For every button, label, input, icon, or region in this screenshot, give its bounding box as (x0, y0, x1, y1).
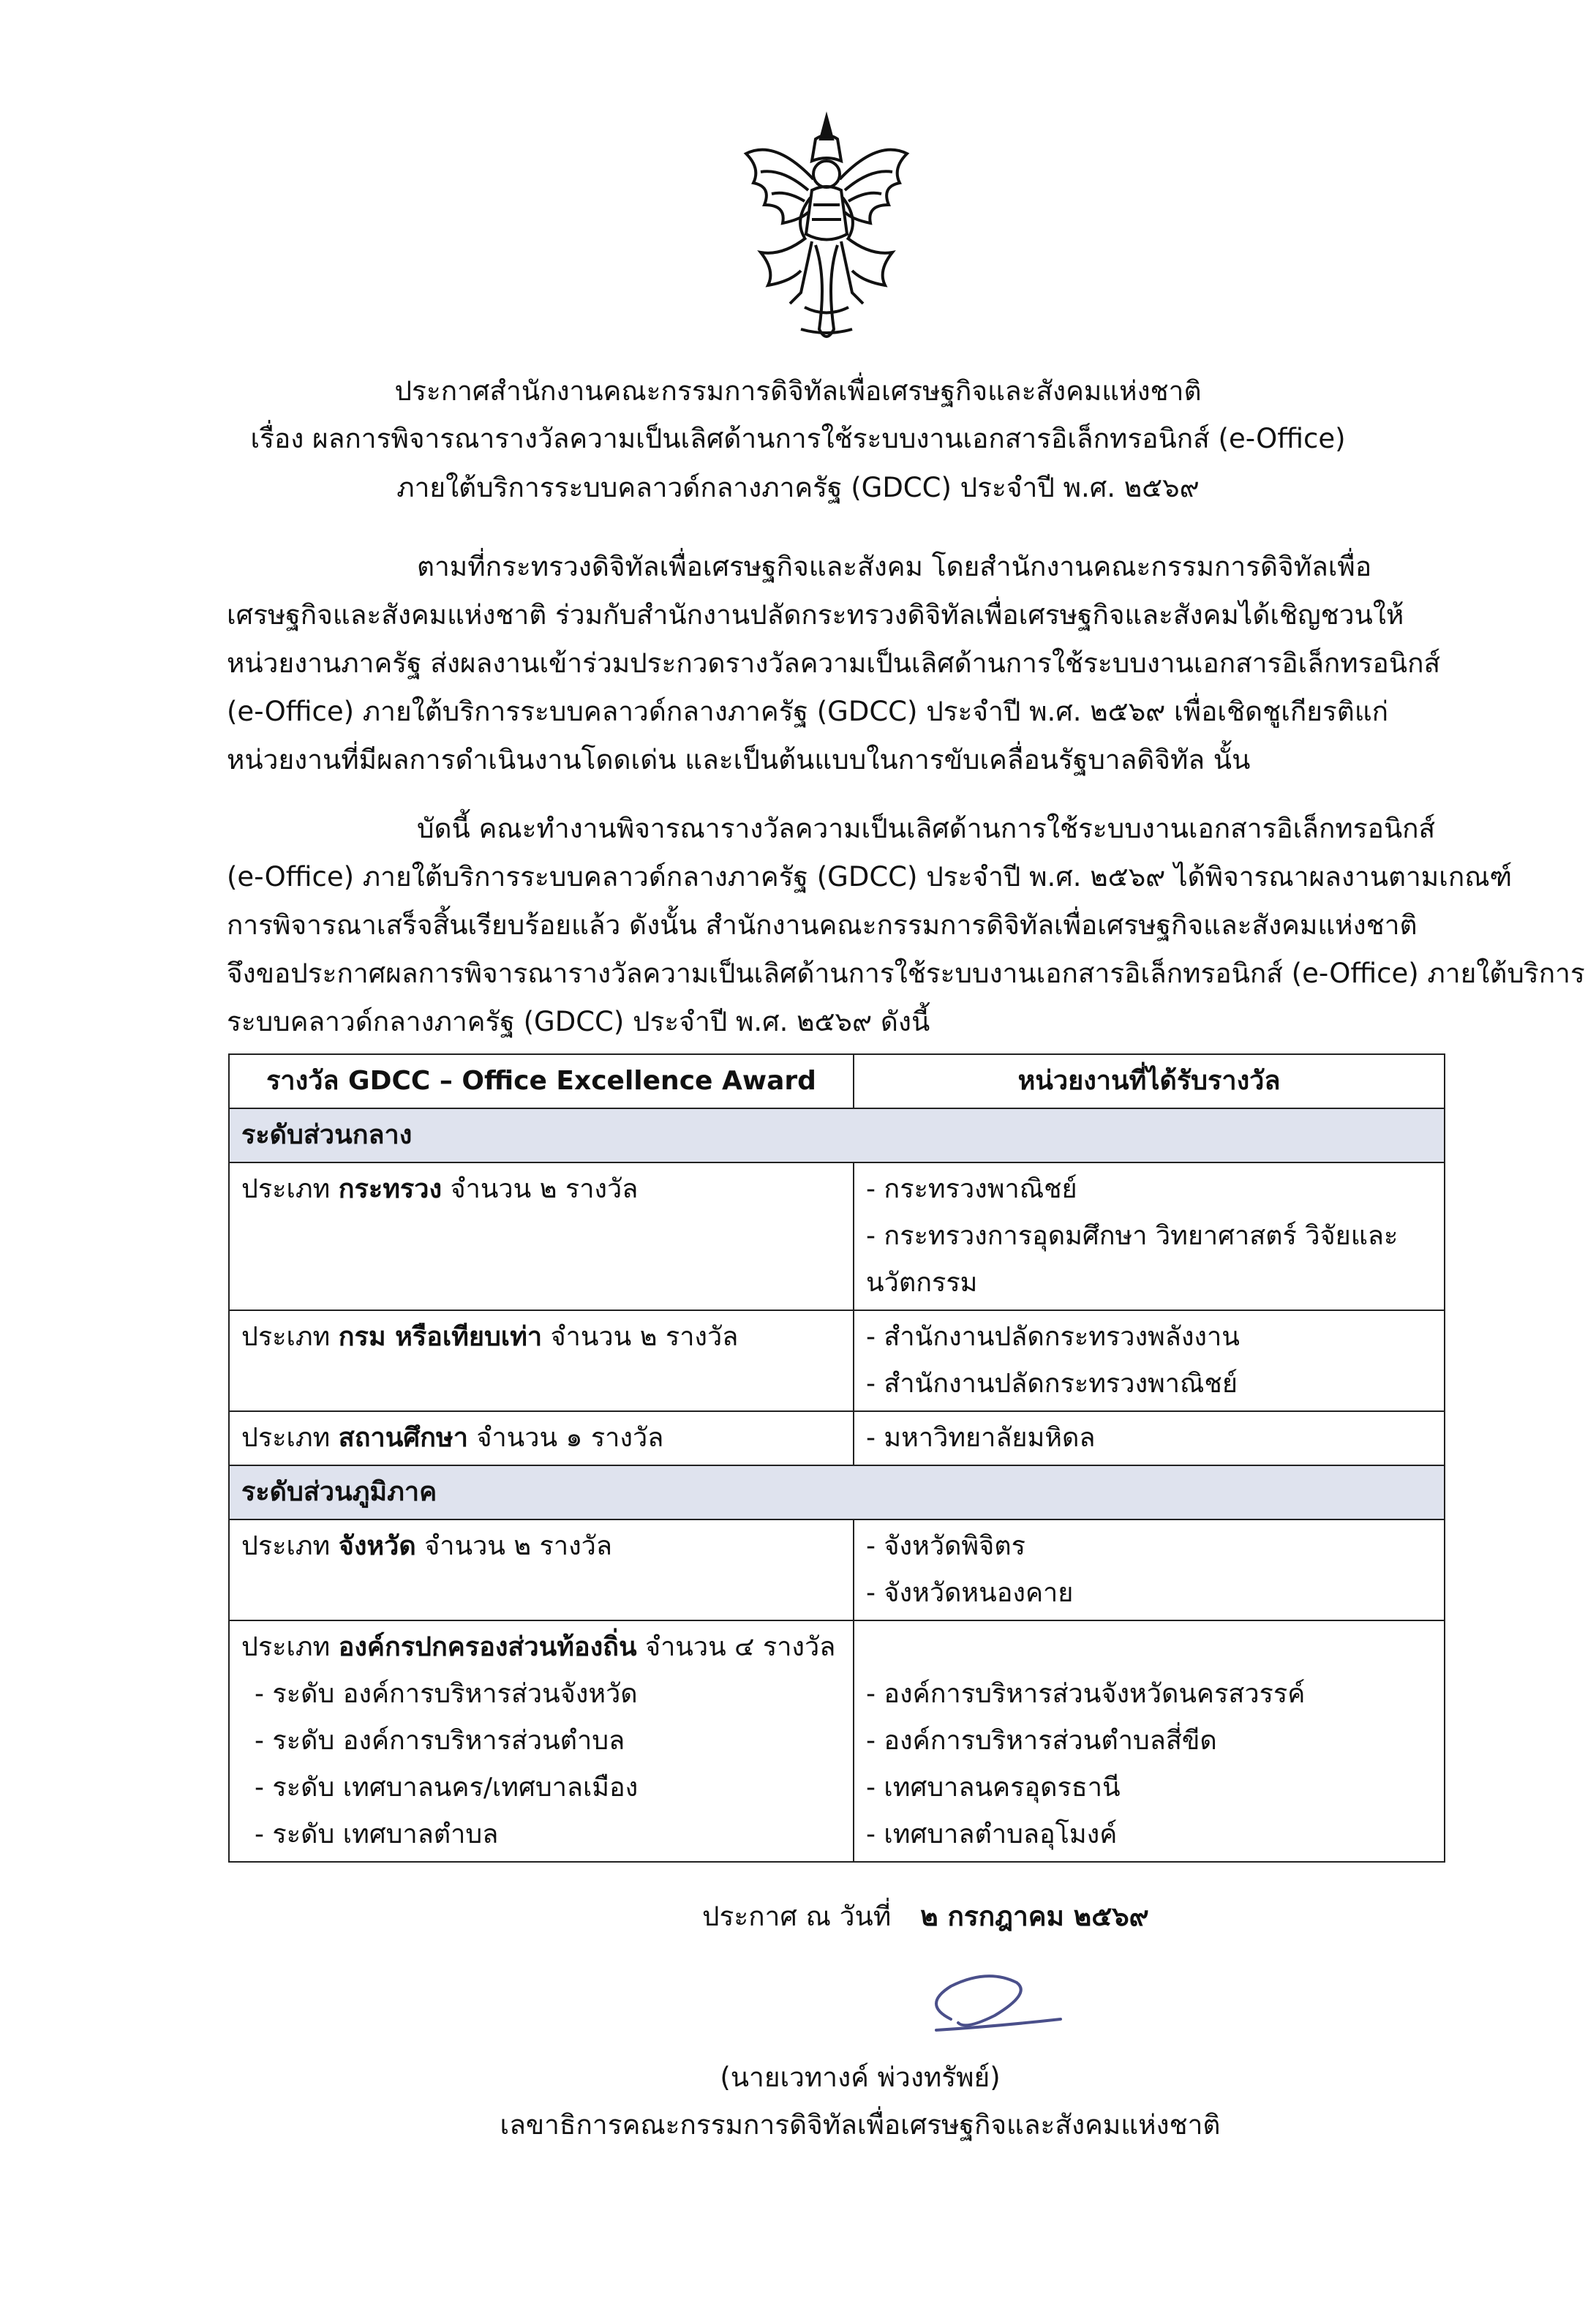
winner-item: - สำนักงานปลัดกระทรวงพลังงาน (866, 1322, 1240, 1352)
winner-item: - เทศบาลตำบลอุโมงค์ (866, 1819, 1118, 1849)
level-item: - ระดับ เทศบาลตำบล (255, 1819, 499, 1849)
paragraph-1-line: ตามที่กระทรวงดิจิทัลเพื่อเศรษฐกิจและสังคม โดยสำนักงานคณะกรรมการดิจิทัลเพื่อ (417, 551, 1372, 582)
table-row (229, 1310, 1445, 1411)
winner-item: - เทศบาลนครอุดรธานี (866, 1773, 1121, 1803)
signer-name: (นายเวทางค์ พ่วงทรัพย์) (720, 2062, 1001, 2093)
paragraph-2-line: บัดนี้ คณะทำงานพิจารณารางวัลความเป็นเลิศด้านการใช้ระบบงานเอกสารอิเล็กทรอนิกส์ (417, 813, 1436, 844)
award-category: ประเภท สถานศึกษา จำนวน ๑ รางวัล (229, 1411, 854, 1465)
winner-list (854, 1620, 1445, 1862)
level-item: - ระดับ องค์การบริหารส่วนจังหวัด (255, 1679, 638, 1709)
winner-item: - กระทรวงการอุดมศึกษา วิทยาศาสตร์ วิจัยและ (866, 1221, 1399, 1251)
winner-list (854, 1519, 1445, 1620)
winner-item: - องค์การบริหารส่วนจังหวัดนครสวรรค์ (866, 1679, 1306, 1709)
paragraph-1 (227, 543, 1441, 784)
paragraph-1-line: เศรษฐกิจและสังคมแห่งชาติ ร่วมกับสำนักงานปลัดกระทรวงดิจิทัลเพื่อเศรษฐกิจและสังคมได้เชิญชวนให้ (227, 599, 1404, 631)
table-row (229, 1411, 1445, 1465)
section-label: ระดับส่วนภูมิภาค (229, 1465, 1445, 1519)
table-header-row (229, 1054, 1445, 1108)
award-category: ประเภท จังหวัด จำนวน ๒ รางวัล (229, 1519, 854, 1620)
winner-list (854, 1310, 1445, 1411)
award-category: ประเภท กระทรวง จำนวน ๒ รางวัล (229, 1162, 854, 1310)
winner-item: - กระทรวงพาณิชย์ (866, 1174, 1077, 1204)
date-prefix: ประกาศ ณ วันที่ (702, 1901, 892, 1932)
date-value: ๒ กรกฎาคม ๒๕๖๙ (920, 1901, 1149, 1932)
header-line-1: ประกาศสำนักงานคณะกรรมการดิจิทัลเพื่อเศรษฐกิจและสังคมแห่งชาติ (394, 375, 1202, 407)
award-category: ประเภท กรม หรือเทียบเท่า จำนวน ๒ รางวัล (229, 1310, 854, 1411)
signature-icon (907, 1961, 1068, 2041)
winner-item: - มหาวิทยาลัยมหิดล (866, 1423, 1096, 1453)
winner-item: - องค์การบริหารส่วนตำบลสี่ขีด (866, 1726, 1217, 1756)
paragraph-1-line: หน่วยงานที่มีผลการดำเนินงานโดดเด่น และเป็นต้นแบบในการขับเคลื่อนรัฐบาลดิจิทัล นั้น (227, 744, 1251, 775)
announcement-date (702, 1895, 1149, 1938)
paragraph-2 (227, 805, 1585, 1046)
header-line-3: ภายใต้บริการระบบคลาวด์กลางภาครัฐ (GDCC) ประจำปี พ.ศ. ๒๕๖๙ (396, 472, 1200, 503)
level-item: - ระดับ เทศบาลนคร/เทศบาลเมือง (255, 1773, 639, 1803)
section-row-central (229, 1108, 1445, 1162)
winner-item: - สำนักงานปลัดกระทรวงพาณิชย์ (866, 1369, 1238, 1399)
winner-item: - จังหวัดหนองคาย (866, 1578, 1074, 1608)
paragraph-2-line: ระบบคลาวด์กลางภาครัฐ (GDCC) ประจำปี พ.ศ. ๒๕๖๙ ดังนี้ (227, 1006, 930, 1037)
section-row-regional (229, 1465, 1445, 1519)
header-line-2: เรื่อง ผลการพิจารณารางวัลความเป็นเลิศด้านการใช้ระบบงานเอกสารอิเล็กทรอนิกส์ (e-Office) (250, 423, 1346, 454)
garuda-emblem-icon (731, 110, 922, 351)
paragraph-1-line: (e-Office) ภายใต้บริการระบบคลาวด์กลางภาครัฐ (GDCC) ประจำปี พ.ศ. ๒๕๖๙ เพื่อเชิดชูเกียรติแก่ (227, 696, 1389, 727)
signer-title: เลขาธิการคณะกรรมการดิจิทัลเพื่อเศรษฐกิจและสังคมแห่งชาติ (500, 2109, 1221, 2141)
paragraph-2-line: การพิจารณาเสร็จสิ้นเรียบร้อยแล้ว ดังนั้น สำนักงานคณะกรรมการดิจิทัลเพื่อเศรษฐกิจและสังคมแห่งชาติ (227, 909, 1418, 941)
table-row (229, 1620, 1445, 1862)
level-item: - ระดับ องค์การบริหารส่วนตำบล (255, 1726, 625, 1756)
winner-item: - จังหวัดพิจิตร (866, 1531, 1025, 1561)
winner-item: นวัตกรรม (866, 1268, 978, 1298)
table-row (229, 1162, 1445, 1310)
table-row (229, 1519, 1445, 1620)
column-header-winner: หน่วยงานที่ได้รับรางวัล (854, 1054, 1445, 1108)
section-label: ระดับส่วนกลาง (229, 1108, 1445, 1162)
awards-table (228, 1053, 1445, 1863)
paragraph-1-line: หน่วยงานภาครัฐ ส่งผลงานเข้าร่วมประกวดรางวัลความเป็นเลิศด้านการใช้ระบบงานเอกสารอิเล็กทรอนิกส์ (227, 647, 1441, 679)
paragraph-2-line: (e-Office) ภายใต้บริการระบบคลาวด์กลางภาครัฐ (GDCC) ประจำปี พ.ศ. ๒๕๖๙ ได้พิจารณาผลงานตามเกณฑ์ (227, 861, 1513, 893)
winner-list (854, 1162, 1445, 1310)
winner-list (854, 1411, 1445, 1465)
award-category: ประเภท องค์กรปกครองส่วนท้องถิ่น จำนวน ๔ รางวัล - ระดับ องค์การบริหารส่วนจังหวัด - ระดับ องค์การบริหารส่วนตำบล - ระดับ เทศบาลนคร/เทศบาลเมือง - ระดับ เทศบาลตำบล (229, 1620, 854, 1862)
paragraph-2-line: จึงขอประกาศผลการพิจารณารางวัลความเป็นเลิศด้านการใช้ระบบงานเอกสารอิเล็กทรอนิกส์ (e-Office) ภายใต้บริการ (227, 958, 1585, 989)
column-header-award: รางวัล GDCC – Office Excellence Award (229, 1054, 854, 1108)
